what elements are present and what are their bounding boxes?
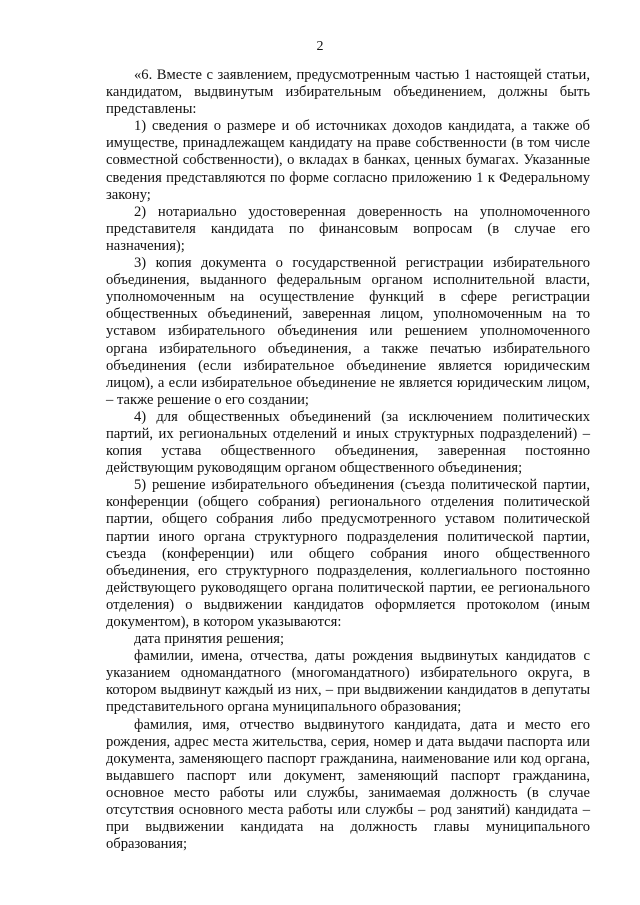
paragraph-candidates-deputies: фамилии, имена, отчества, даты рождения выдвинутых кандидатов с указанием одномандатного (многомандатного) избирательного округа, в котором выдвинут каждый из них, – при выдвижении кандидатов в депутаты представительного органа муниципального образования;: [106, 648, 590, 716]
paragraph-item-3: 3) копия документа о государственной регистрации избирательного объединения, выданного федеральным органом исполнительной власти, уполномоченным на осуществление функций в сфере регистрации общественных объединений, заверенная лицом, уполномоченным на то уставом избирательного объединения или решением уполномоченного органа избирательного объединения, а также печатью избирательного объединения (если избирательное объединение является юридическим лицом), а если избирательное объединение не является юридическим лицом, – также решение о его создании;: [106, 255, 590, 408]
paragraph-intro: «6. Вместе с заявлением, предусмотренным частью 1 настоящей статьи, кандидатом, выдвинутым избирательным объединением, должны быть представлены:: [106, 67, 590, 118]
document-body: [106, 67, 590, 853]
paragraph-item-4: 4) для общественных объединений (за исключением политических партий, их региональных отделений и иных структурных подразделений) – копия устава общественного объединения, заверенная постоянно действующим руководящим органом общественного объединения;: [106, 408, 590, 477]
paragraph-candidate-head: фамилия, имя, отчество выдвинутого кандидата, дата и место его рождения, адрес места жительства, серия, номер и дата выдачи паспорта или документа, заменяющего паспорт гражданина, наименование или код органа, выдавшего паспорт или документ, заменяющий паспорт гражданина, основное место работы или службы, занимаемая должность (в случае отсутствия основного места работы или службы – род занятий) кандидата – при выдвижении кандидата на должность главы муниципального образования;: [106, 716, 590, 853]
page-number: 2: [316, 39, 324, 54]
paragraph-decision-date: дата принятия решения;: [134, 631, 285, 648]
paragraph-item-1: 1) сведения о размере и об источниках доходов кандидата, а также об имуществе, принадлежащем кандидату на праве собственности (в том числе совместной собственности), о вкладах в банках, ценных бумагах. Указанные сведения представляются по форме согласно приложению 1 к Федеральному закону;: [106, 118, 590, 203]
paragraph-item-5: 5) решение избирательного объединения (съезда политической партии, конференции (общего собрания) регионального отделения политической партии, общего собрания либо предусмотренного уставом политической партии иного органа структурного подразделения политической партии, съезда (конференции) или общего собрания иного общественного объединения, его структурного подразделения, коллегиального постоянно действующего руководящего органа политической партии, ее регионального отделения) о выдвижении кандидатов оформляется протоколом (иным документом), в котором указываются:: [106, 477, 590, 630]
paragraph-item-2: 2) нотариально удостоверенная доверенность на уполномоченного представителя кандидата по финансовым вопросам (в случае его назначения);: [106, 203, 590, 254]
